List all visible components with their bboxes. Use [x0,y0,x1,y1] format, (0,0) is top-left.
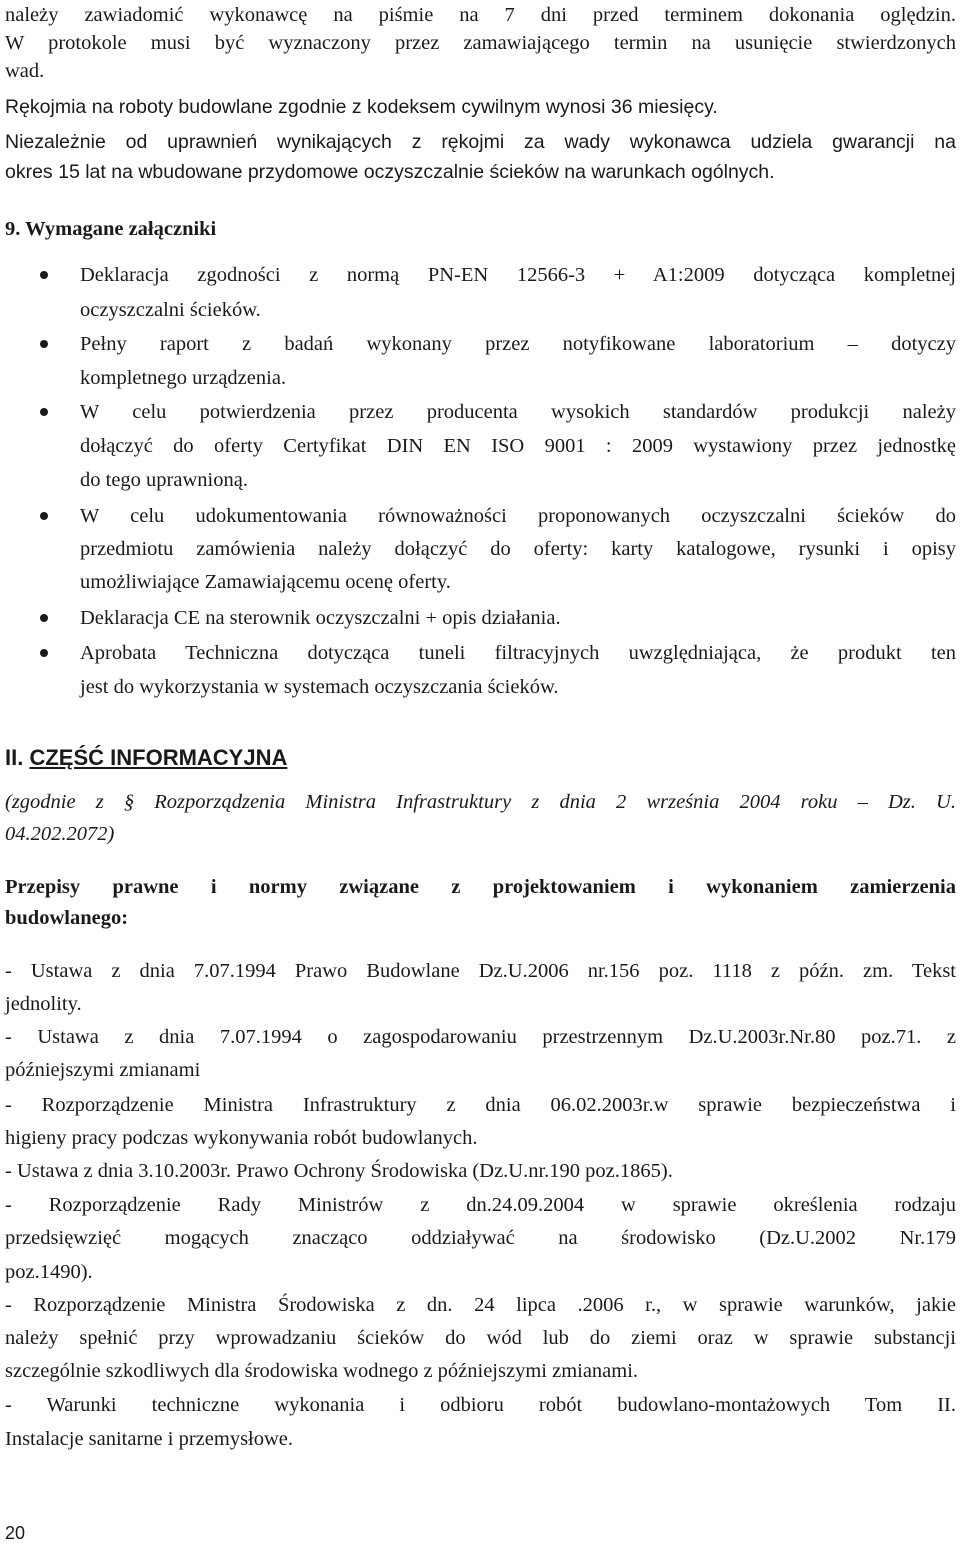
regulation-line: - Ustawa z dnia 7.07.1994 o zagospodarowaniu przestrzennym Dz.U.2003r.Nr.80 poz.71. z [5,1026,956,1048]
part-title: CZĘŚĆ INFORMACYJNA [29,745,288,770]
regulation-line: jednolity. [5,993,82,1015]
list-item: kompletnego urządzenia. [80,367,287,389]
list-item: Aprobata Techniczna dotycząca tuneli filtracyjnych uwzględniająca, że produkt ten [80,642,956,664]
list-item: Pełny raport z badań wykonany przez notyfikowane laboratorium – dotyczy [80,333,956,355]
regulation-line: - Rozporządzenie Ministra Środowiska z dn. 24 lipca .2006 r., w sprawie warunków, jakie [5,1294,956,1316]
guarantee-text: okres 15 lat na wbudowane przydomowe oczyszczalnie ścieków na warunkach ogólnych. [5,161,775,183]
regulation-line: poz.1490). [5,1261,93,1283]
regulation-line: - Ustawa z dnia 7.07.1994 Prawo Budowlane Dz.U.2006 nr.156 poz. 1118 z późn. zm. Tekst [5,960,956,982]
list-item: jest do wykorzystania w systemach oczyszczania ścieków. [80,676,559,698]
regulation-line: Instalacje sanitarne i przemysłowe. [5,1428,294,1450]
list-item: W celu potwierdzenia przez producenta wysokich standardów produkcji należy [80,401,956,423]
guarantee-text: Niezależnie od uprawnień wynikających z rękojmi za wady wykonawca udziela gwarancji na [5,131,956,153]
part-heading [5,743,956,773]
list-item: do tego uprawnioną. [80,469,248,491]
regulation-line: należy spełnić przy wprowadzaniu ścieków do wód lub do ziemi oraz w sprawie substancji [5,1327,956,1349]
list-item: Deklaracja zgodności z normą PN-EN 12566-3 + A1:2009 dotycząca kompletnej [80,264,956,286]
list-item: W celu udokumentowania równoważności proponowanych oczyszczalni ścieków do [80,505,956,527]
regulation-line: szczególnie szkodliwych dla środowiska wodnego z późniejszymi zmianami. [5,1360,639,1382]
part-number: II. [5,745,24,770]
list-item: Deklaracja CE na sterownik oczyszczalni + opis działania. [80,607,561,629]
regulation-line: - Rozporządzenie Ministra Infrastruktury z dnia 06.02.2003r.w sprawie bezpieczeństwa i [5,1094,956,1116]
legal-note: 04.202.2072) [5,823,115,845]
regulation-line: - Ustawa z dnia 3.10.2003r. Prawo Ochrony Środowiska (Dz.U.nr.190 poz.1865). [5,1160,673,1182]
page-number: 20 [5,1523,26,1543]
bullet-icon [40,271,48,279]
bullet-icon [40,614,48,622]
text-line: należy zawiadomić wykonawcę na piśmie na 7 dni przed terminem dokonania oględzin. [5,4,956,26]
regulation-line: - Warunki techniczne wykonania i odbioru robót budowlano-montażowych Tom II. [5,1394,956,1416]
regulations-heading: budowlanego: [5,907,129,929]
bullet-icon [40,512,48,520]
list-item: przedmiotu zamówienia należy dołączyć do oferty: karty katalogowe, rysunki i opisy [80,538,956,560]
list-item: umożliwiające Zamawiającemu ocenę oferty. [80,571,451,593]
regulations-heading: Przepisy prawne i normy związane z projektowaniem i wykonaniem zamierzenia [5,876,956,898]
text-line: wad. [5,60,45,82]
bullet-icon [40,649,48,657]
regulation-line: higieny pracy podczas wykonywania robót budowlanych. [5,1127,478,1149]
warranty-text: Rękojmia na roboty budowlane zgodnie z kodeksem cywilnym wynosi 36 miesięcy. [5,96,718,118]
regulation-line: późniejszymi zmianami [5,1059,201,1081]
legal-note: (zgodnie z § Rozporządzenia Ministra Infrastruktury z dnia 2 września 2004 roku – Dz. U. [5,791,956,813]
section-heading: 9. Wymagane załączniki [5,218,217,240]
list-item: oczyszczalni ścieków. [80,299,261,321]
bullet-icon [40,408,48,416]
regulation-line: - Rozporządzenie Rady Ministrów z dn.24.09.2004 w sprawie określenia rodzaju [5,1194,956,1216]
regulation-line: przedsięwzięć mogących znacząco oddziaływać na środowisko (Dz.U.2002 Nr.179 [5,1227,956,1249]
bullet-icon [40,340,48,348]
list-item: dołączyć do oferty Certyfikat DIN EN ISO 9001 : 2009 wystawiony przez jednostkę [80,435,956,457]
text-line: W protokole musi być wyznaczony przez zamawiającego termin na usunięcie stwierdzonych [5,32,956,54]
